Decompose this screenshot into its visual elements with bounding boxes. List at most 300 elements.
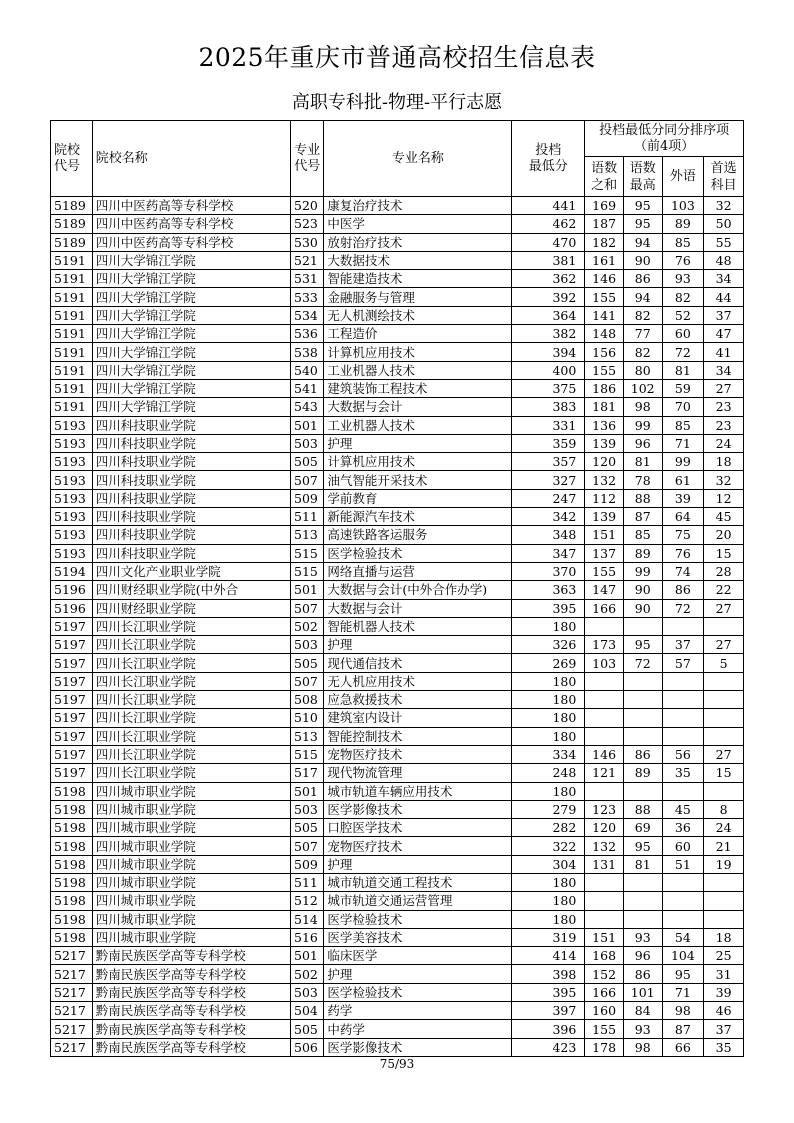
cell-tb-sum: 178: [585, 1038, 624, 1056]
table-row: [51, 709, 744, 727]
cell-tb-first: 23: [704, 398, 744, 416]
cell-major-code: 507: [291, 837, 324, 855]
table-row: [51, 873, 744, 891]
cell-tb-first: [704, 617, 744, 635]
cell-school-code: 5193: [51, 544, 93, 562]
cell-tb-first: 24: [704, 819, 744, 837]
cell-min-score: 334: [512, 745, 585, 763]
cell-major-code: 501: [291, 782, 324, 800]
page-subtitle: 高职专科批-物理-平行志愿: [291, 92, 503, 113]
cell-major-code: 531: [291, 270, 324, 288]
cell-major-code: 503: [291, 983, 324, 1001]
cell-tb-foreign: 36: [662, 819, 704, 837]
cell-min-score: 357: [512, 453, 585, 471]
cell-tb-sum: [585, 873, 624, 891]
cell-tb-foreign: 64: [662, 508, 704, 526]
cell-school-code: 5191: [51, 398, 93, 416]
cell-tb-foreign: [662, 617, 704, 635]
cell-tb-first: 46: [704, 1002, 744, 1020]
cell-school-name: 黔南民族医学高等专科学校: [92, 1020, 290, 1038]
header-tiebreak-group: 投档最低分同分排序项 （前4项）: [585, 121, 744, 157]
cell-tb-foreign: 98: [662, 1002, 704, 1020]
cell-major-name: 中药学: [324, 1020, 512, 1038]
cell-min-score: 462: [512, 215, 585, 233]
cell-min-score: 362: [512, 270, 585, 288]
cell-tb-max: 95: [623, 636, 662, 654]
cell-min-score: 394: [512, 343, 585, 361]
cell-school-name: 四川大学锦江学院: [92, 325, 290, 343]
table-row: [51, 764, 744, 782]
cell-min-score: 180: [512, 873, 585, 891]
cell-major-name: 大数据与会计: [324, 599, 512, 617]
cell-min-score: 423: [512, 1038, 585, 1056]
cell-tb-max: 86: [623, 965, 662, 983]
cell-tb-first: 21: [704, 837, 744, 855]
cell-major-code: 523: [291, 215, 324, 233]
table-row: [51, 1038, 744, 1056]
cell-min-score: 470: [512, 233, 585, 251]
cell-school-code: 5217: [51, 1020, 93, 1038]
cell-tb-foreign: 85: [662, 416, 704, 434]
cell-tb-first: [704, 727, 744, 745]
cell-min-score: 395: [512, 983, 585, 1001]
cell-school-name: 四川中医药高等专科学校: [92, 215, 290, 233]
cell-school-name: 四川大学锦江学院: [92, 398, 290, 416]
cell-tb-max: 94: [623, 233, 662, 251]
cell-tb-first: 28: [704, 562, 744, 580]
cell-tb-foreign: [662, 892, 704, 910]
cell-tb-first: 8: [704, 800, 744, 818]
cell-tb-sum: 123: [585, 800, 624, 818]
table-row: [51, 489, 744, 507]
cell-tb-first: 47: [704, 325, 744, 343]
cell-major-name: 医学影像技术: [324, 800, 512, 818]
table-row: [51, 654, 744, 672]
cell-tb-foreign: [662, 782, 704, 800]
cell-school-name: 黔南民族医学高等专科学校: [92, 1002, 290, 1020]
cell-tb-sum: 186: [585, 379, 624, 397]
cell-tb-first: 5: [704, 654, 744, 672]
table-row: [51, 251, 744, 269]
cell-tb-first: 19: [704, 855, 744, 873]
cell-tb-foreign: 75: [662, 526, 704, 544]
cell-school-name: 四川科技职业学院: [92, 434, 290, 452]
cell-tb-max: [623, 709, 662, 727]
cell-school-name: 黔南民族医学高等专科学校: [92, 1038, 290, 1056]
cell-tb-first: 23: [704, 416, 744, 434]
cell-school-name: 四川中医药高等专科学校: [92, 233, 290, 251]
cell-tb-first: [704, 691, 744, 709]
cell-school-code: 5194: [51, 562, 93, 580]
cell-school-name: 四川长江职业学院: [92, 672, 290, 690]
cell-school-code: 5198: [51, 928, 93, 946]
cell-major-name: 现代物流管理: [324, 764, 512, 782]
cell-major-name: 中医学: [324, 215, 512, 233]
cell-tb-foreign: 76: [662, 544, 704, 562]
cell-major-code: 514: [291, 910, 324, 928]
header-major-code: 专业 代号: [291, 121, 324, 197]
cell-school-name: 黔南民族医学高等专科学校: [92, 965, 290, 983]
cell-tb-foreign: 74: [662, 562, 704, 580]
header-tb-chinese-math-sum: 语数 之和: [585, 157, 624, 197]
header-major-name: 专业名称: [324, 121, 512, 197]
cell-major-name: 放射治疗技术: [324, 233, 512, 251]
header-min-score: 投档 最低分: [512, 121, 585, 197]
cell-major-code: 534: [291, 306, 324, 324]
cell-min-score: 396: [512, 1020, 585, 1038]
cell-min-score: 400: [512, 361, 585, 379]
header-tb-first-subject: 首选 科目: [704, 157, 744, 197]
cell-tb-max: 101: [623, 983, 662, 1001]
cell-tb-first: [704, 910, 744, 928]
cell-tb-max: 93: [623, 1020, 662, 1038]
cell-major-code: 512: [291, 892, 324, 910]
cell-school-code: 5217: [51, 947, 93, 965]
cell-major-name: 宠物医疗技术: [324, 837, 512, 855]
cell-tb-sum: 182: [585, 233, 624, 251]
cell-tb-max: [623, 691, 662, 709]
cell-tb-foreign: 89: [662, 215, 704, 233]
cell-school-name: 四川大学锦江学院: [92, 251, 290, 269]
cell-major-code: 540: [291, 361, 324, 379]
cell-tb-sum: 139: [585, 434, 624, 452]
cell-min-score: 395: [512, 599, 585, 617]
header-school-code: 院校 代号: [51, 121, 93, 197]
table-row: [51, 910, 744, 928]
cell-tb-foreign: 76: [662, 251, 704, 269]
cell-major-name: 计算机应用技术: [324, 343, 512, 361]
cell-major-name: 大数据技术: [324, 251, 512, 269]
cell-major-name: 工业机器人技术: [324, 416, 512, 434]
cell-school-name: 四川城市职业学院: [92, 892, 290, 910]
cell-major-code: 543: [291, 398, 324, 416]
cell-tb-foreign: 39: [662, 489, 704, 507]
cell-tb-max: 80: [623, 361, 662, 379]
cell-tb-foreign: 70: [662, 398, 704, 416]
cell-school-code: 5189: [51, 233, 93, 251]
cell-tb-sum: 166: [585, 599, 624, 617]
table-row: [51, 855, 744, 873]
cell-min-score: 414: [512, 947, 585, 965]
cell-min-score: 180: [512, 892, 585, 910]
cell-tb-sum: 146: [585, 270, 624, 288]
cell-school-code: 5197: [51, 709, 93, 727]
cell-tb-first: 27: [704, 599, 744, 617]
cell-tb-max: 78: [623, 471, 662, 489]
cell-school-name: 四川大学锦江学院: [92, 379, 290, 397]
cell-tb-sum: 155: [585, 562, 624, 580]
cell-major-code: 503: [291, 636, 324, 654]
cell-tb-first: 18: [704, 928, 744, 946]
cell-tb-max: 86: [623, 745, 662, 763]
table-row: [51, 325, 744, 343]
cell-tb-sum: 139: [585, 508, 624, 526]
table-row: [51, 800, 744, 818]
cell-school-code: 5197: [51, 672, 93, 690]
cell-tb-sum: 120: [585, 453, 624, 471]
cell-major-name: 建筑装饰工程技术: [324, 379, 512, 397]
cell-min-score: 370: [512, 562, 585, 580]
cell-major-code: 505: [291, 654, 324, 672]
cell-school-code: 5198: [51, 819, 93, 837]
cell-major-code: 513: [291, 727, 324, 745]
cell-school-name: 四川财经职业学院: [92, 599, 290, 617]
cell-major-name: 宠物医疗技术: [324, 745, 512, 763]
cell-min-score: 359: [512, 434, 585, 452]
cell-school-name: 黔南民族医学高等专科学校: [92, 983, 290, 1001]
cell-tb-max: [623, 672, 662, 690]
cell-major-name: 口腔医学技术: [324, 819, 512, 837]
cell-tb-foreign: 99: [662, 453, 704, 471]
cell-major-name: 城市轨道车辆应用技术: [324, 782, 512, 800]
cell-tb-first: [704, 892, 744, 910]
cell-major-name: 大数据与会计(中外合作办学): [324, 581, 512, 599]
cell-major-code: 503: [291, 800, 324, 818]
cell-school-code: 5197: [51, 617, 93, 635]
cell-tb-foreign: [662, 727, 704, 745]
table-row: [51, 434, 744, 452]
cell-tb-max: 81: [623, 855, 662, 873]
cell-major-code: 520: [291, 197, 324, 215]
cell-school-name: 四川城市职业学院: [92, 910, 290, 928]
cell-school-name: 四川科技职业学院: [92, 508, 290, 526]
cell-school-name: 四川长江职业学院: [92, 691, 290, 709]
cell-major-code: 504: [291, 1002, 324, 1020]
cell-tb-sum: [585, 672, 624, 690]
cell-tb-first: 55: [704, 233, 744, 251]
cell-major-code: 502: [291, 617, 324, 635]
cell-tb-foreign: [662, 709, 704, 727]
table-row: [51, 343, 744, 361]
cell-school-name: 四川城市职业学院: [92, 782, 290, 800]
cell-school-code: 5193: [51, 471, 93, 489]
cell-major-code: 530: [291, 233, 324, 251]
cell-tb-sum: [585, 691, 624, 709]
cell-tb-foreign: [662, 910, 704, 928]
cell-tb-first: 15: [704, 544, 744, 562]
cell-major-code: 515: [291, 745, 324, 763]
cell-major-name: 现代通信技术: [324, 654, 512, 672]
cell-min-score: 180: [512, 672, 585, 690]
cell-school-name: 四川大学锦江学院: [92, 270, 290, 288]
cell-major-code: 503: [291, 434, 324, 452]
header-tb-chinese-math-max: 语数 最高: [623, 157, 662, 197]
header-tb-foreign-language: 外语: [662, 157, 704, 197]
cell-major-code: 501: [291, 416, 324, 434]
cell-school-name: 四川城市职业学院: [92, 873, 290, 891]
cell-tb-sum: 132: [585, 837, 624, 855]
cell-tb-first: 25: [704, 947, 744, 965]
cell-school-code: 5198: [51, 837, 93, 855]
cell-school-code: 5193: [51, 489, 93, 507]
table-body: [51, 197, 744, 1057]
cell-tb-max: 82: [623, 343, 662, 361]
cell-school-name: 四川科技职业学院: [92, 471, 290, 489]
cell-school-name: 四川长江职业学院: [92, 727, 290, 745]
cell-tb-max: 82: [623, 306, 662, 324]
cell-tb-max: 96: [623, 947, 662, 965]
cell-school-name: 四川长江职业学院: [92, 654, 290, 672]
cell-tb-first: 34: [704, 270, 744, 288]
cell-school-name: 四川长江职业学院: [92, 636, 290, 654]
cell-tb-sum: 131: [585, 855, 624, 873]
cell-tb-sum: 151: [585, 928, 624, 946]
cell-school-name: 四川大学锦江学院: [92, 288, 290, 306]
cell-major-name: 医学检验技术: [324, 983, 512, 1001]
cell-major-name: 智能控制技术: [324, 727, 512, 745]
cell-school-name: 四川城市职业学院: [92, 837, 290, 855]
cell-tb-sum: 148: [585, 325, 624, 343]
cell-tb-max: [623, 873, 662, 891]
cell-major-name: 护理: [324, 965, 512, 983]
cell-major-name: 城市轨道交通运营管理: [324, 892, 512, 910]
cell-tb-first: 45: [704, 508, 744, 526]
cell-school-name: 四川中医药高等专科学校: [92, 197, 290, 215]
cell-major-name: 网络直播与运营: [324, 562, 512, 580]
cell-min-score: 383: [512, 398, 585, 416]
cell-tb-sum: 155: [585, 1020, 624, 1038]
cell-tb-first: 35: [704, 1038, 744, 1056]
cell-major-code: 509: [291, 489, 324, 507]
table-row: [51, 965, 744, 983]
cell-tb-foreign: 104: [662, 947, 704, 965]
cell-major-name: 临床医学: [324, 947, 512, 965]
cell-tb-foreign: 57: [662, 654, 704, 672]
cell-tb-first: 41: [704, 343, 744, 361]
cell-tb-max: 86: [623, 270, 662, 288]
cell-major-code: 511: [291, 873, 324, 891]
cell-tb-foreign: 60: [662, 837, 704, 855]
cell-major-name: 无人机应用技术: [324, 672, 512, 690]
cell-tb-max: 99: [623, 562, 662, 580]
table-row: [51, 1020, 744, 1038]
cell-school-name: 四川城市职业学院: [92, 928, 290, 946]
cell-tb-foreign: [662, 672, 704, 690]
cell-school-code: 5198: [51, 873, 93, 891]
cell-school-code: 5191: [51, 251, 93, 269]
cell-major-name: 护理: [324, 636, 512, 654]
table-row: [51, 526, 744, 544]
cell-tb-sum: 155: [585, 288, 624, 306]
table-row: [51, 928, 744, 946]
table-row: [51, 837, 744, 855]
table-row: [51, 306, 744, 324]
cell-tb-max: 87: [623, 508, 662, 526]
cell-min-score: 398: [512, 965, 585, 983]
cell-school-name: 四川科技职业学院: [92, 544, 290, 562]
cell-school-code: 5197: [51, 764, 93, 782]
cell-tb-sum: 173: [585, 636, 624, 654]
admission-table: [50, 120, 744, 1057]
cell-major-name: 高速铁路客运服务: [324, 526, 512, 544]
cell-school-code: 5197: [51, 727, 93, 745]
table-row: [51, 398, 744, 416]
cell-tb-sum: 156: [585, 343, 624, 361]
cell-tb-first: 12: [704, 489, 744, 507]
table-row: [51, 745, 744, 763]
cell-tb-max: 84: [623, 1002, 662, 1020]
cell-tb-sum: [585, 892, 624, 910]
table-row: [51, 233, 744, 251]
cell-major-name: 无人机测绘技术: [324, 306, 512, 324]
cell-major-code: 505: [291, 453, 324, 471]
cell-tb-sum: [585, 727, 624, 745]
cell-major-code: 507: [291, 672, 324, 690]
cell-tb-sum: 151: [585, 526, 624, 544]
cell-school-code: 5193: [51, 526, 93, 544]
table-row: [51, 416, 744, 434]
cell-min-score: 441: [512, 197, 585, 215]
cell-major-code: 516: [291, 928, 324, 946]
cell-major-name: 康复治疗技术: [324, 197, 512, 215]
cell-tb-max: 99: [623, 416, 662, 434]
cell-tb-max: 90: [623, 251, 662, 269]
header-school-name: 院校名称: [92, 121, 290, 197]
cell-tb-max: [623, 892, 662, 910]
cell-school-name: 四川长江职业学院: [92, 709, 290, 727]
cell-major-code: 511: [291, 508, 324, 526]
cell-tb-sum: 141: [585, 306, 624, 324]
table-row: [51, 1002, 744, 1020]
table-row: [51, 544, 744, 562]
cell-school-code: 5217: [51, 1038, 93, 1056]
cell-school-name: 四川大学锦江学院: [92, 306, 290, 324]
cell-major-name: 护理: [324, 434, 512, 452]
cell-tb-first: 32: [704, 471, 744, 489]
cell-major-name: 城市轨道交通工程技术: [324, 873, 512, 891]
cell-tb-max: 90: [623, 599, 662, 617]
cell-major-name: 医学检验技术: [324, 910, 512, 928]
cell-tb-foreign: 60: [662, 325, 704, 343]
cell-tb-first: 37: [704, 1020, 744, 1038]
cell-tb-sum: [585, 617, 624, 635]
cell-tb-foreign: 82: [662, 288, 704, 306]
cell-school-code: 5198: [51, 892, 93, 910]
cell-school-name: 四川长江职业学院: [92, 764, 290, 782]
cell-tb-sum: 161: [585, 251, 624, 269]
cell-school-name: 四川科技职业学院: [92, 416, 290, 434]
cell-school-code: 5193: [51, 453, 93, 471]
cell-major-name: 护理: [324, 855, 512, 873]
cell-school-code: 5193: [51, 416, 93, 434]
table-row: [51, 215, 744, 233]
cell-tb-first: 39: [704, 983, 744, 1001]
cell-major-code: 517: [291, 764, 324, 782]
table-row: [51, 819, 744, 837]
cell-tb-first: 15: [704, 764, 744, 782]
cell-min-score: 247: [512, 489, 585, 507]
cell-major-code: 521: [291, 251, 324, 269]
cell-tb-max: 72: [623, 654, 662, 672]
cell-tb-max: 94: [623, 288, 662, 306]
table-row: [51, 270, 744, 288]
cell-school-name: 四川科技职业学院: [92, 489, 290, 507]
cell-school-code: 5191: [51, 270, 93, 288]
table-row: [51, 508, 744, 526]
cell-school-code: 5191: [51, 288, 93, 306]
cell-tb-foreign: 71: [662, 983, 704, 1001]
cell-major-code: 515: [291, 544, 324, 562]
cell-major-code: 533: [291, 288, 324, 306]
cell-tb-first: 50: [704, 215, 744, 233]
cell-school-code: 5189: [51, 215, 93, 233]
cell-min-score: 282: [512, 819, 585, 837]
cell-tb-first: [704, 782, 744, 800]
cell-min-score: 382: [512, 325, 585, 343]
cell-major-code: 538: [291, 343, 324, 361]
cell-major-code: 509: [291, 855, 324, 873]
cell-school-code: 5191: [51, 361, 93, 379]
